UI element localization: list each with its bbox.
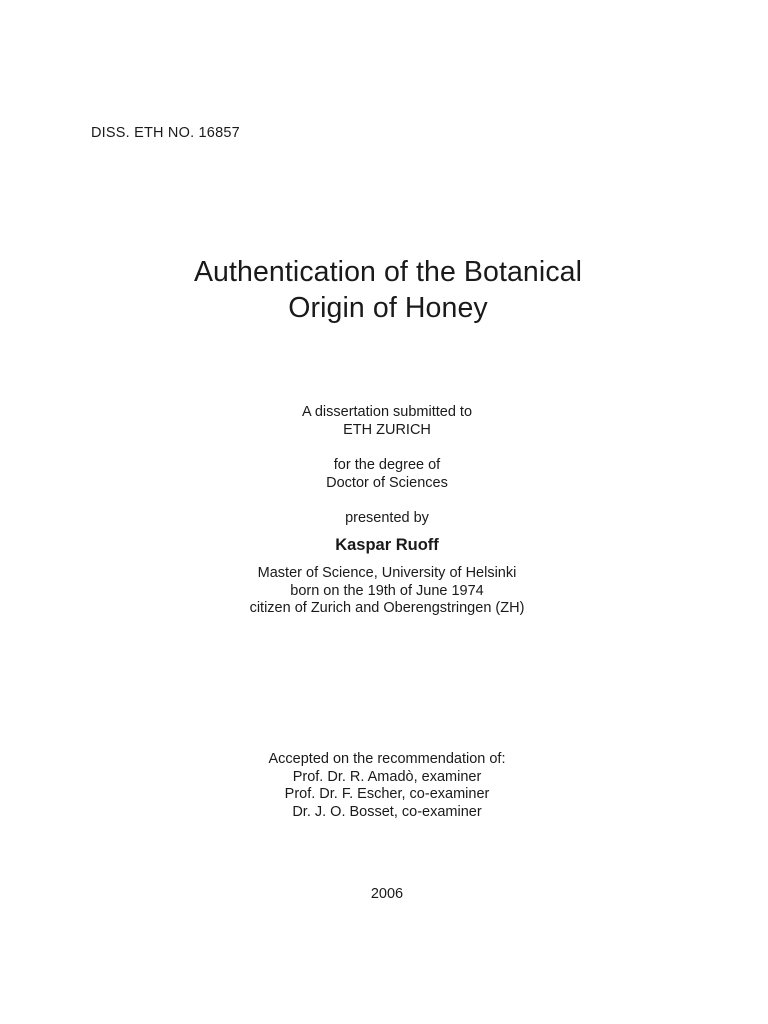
degree-line: for the degree of: [333, 457, 441, 473]
dissertation-number: DISS. ETH NO. 16857: [91, 125, 240, 141]
presented-by-label: presented by: [345, 510, 429, 526]
author-credentials: [0, 565, 768, 618]
title-line: Origin of Honey: [288, 292, 488, 324]
examination-committee: [0, 751, 768, 821]
committee-member: Prof. Dr. F. Escher, co-examiner: [284, 786, 490, 803]
dissertation-title: [0, 254, 768, 326]
submission-line: A dissertation submitted to: [301, 404, 473, 420]
submission-statement: [0, 404, 768, 439]
degree-name: Doctor of Sciences: [326, 474, 448, 491]
author-name: Kaspar Ruoff: [335, 536, 439, 554]
title-line: Authentication of the Botanical: [193, 256, 583, 288]
degree-statement: [0, 457, 768, 492]
committee-member: Dr. J. O. Bosset, co-examiner: [292, 803, 482, 820]
credential-line: born on the 19th of June 1974: [290, 582, 484, 599]
publication-year: 2006: [370, 886, 404, 902]
institution: ETH ZURICH: [343, 421, 431, 438]
credential-line: Master of Science, University of Helsinki: [257, 565, 517, 581]
committee-member: Prof. Dr. R. Amadò, examiner: [292, 768, 482, 785]
committee-heading: Accepted on the recommendation of:: [268, 751, 506, 767]
credential-line: citizen of Zurich and Oberengstringen (ZH): [249, 600, 525, 617]
